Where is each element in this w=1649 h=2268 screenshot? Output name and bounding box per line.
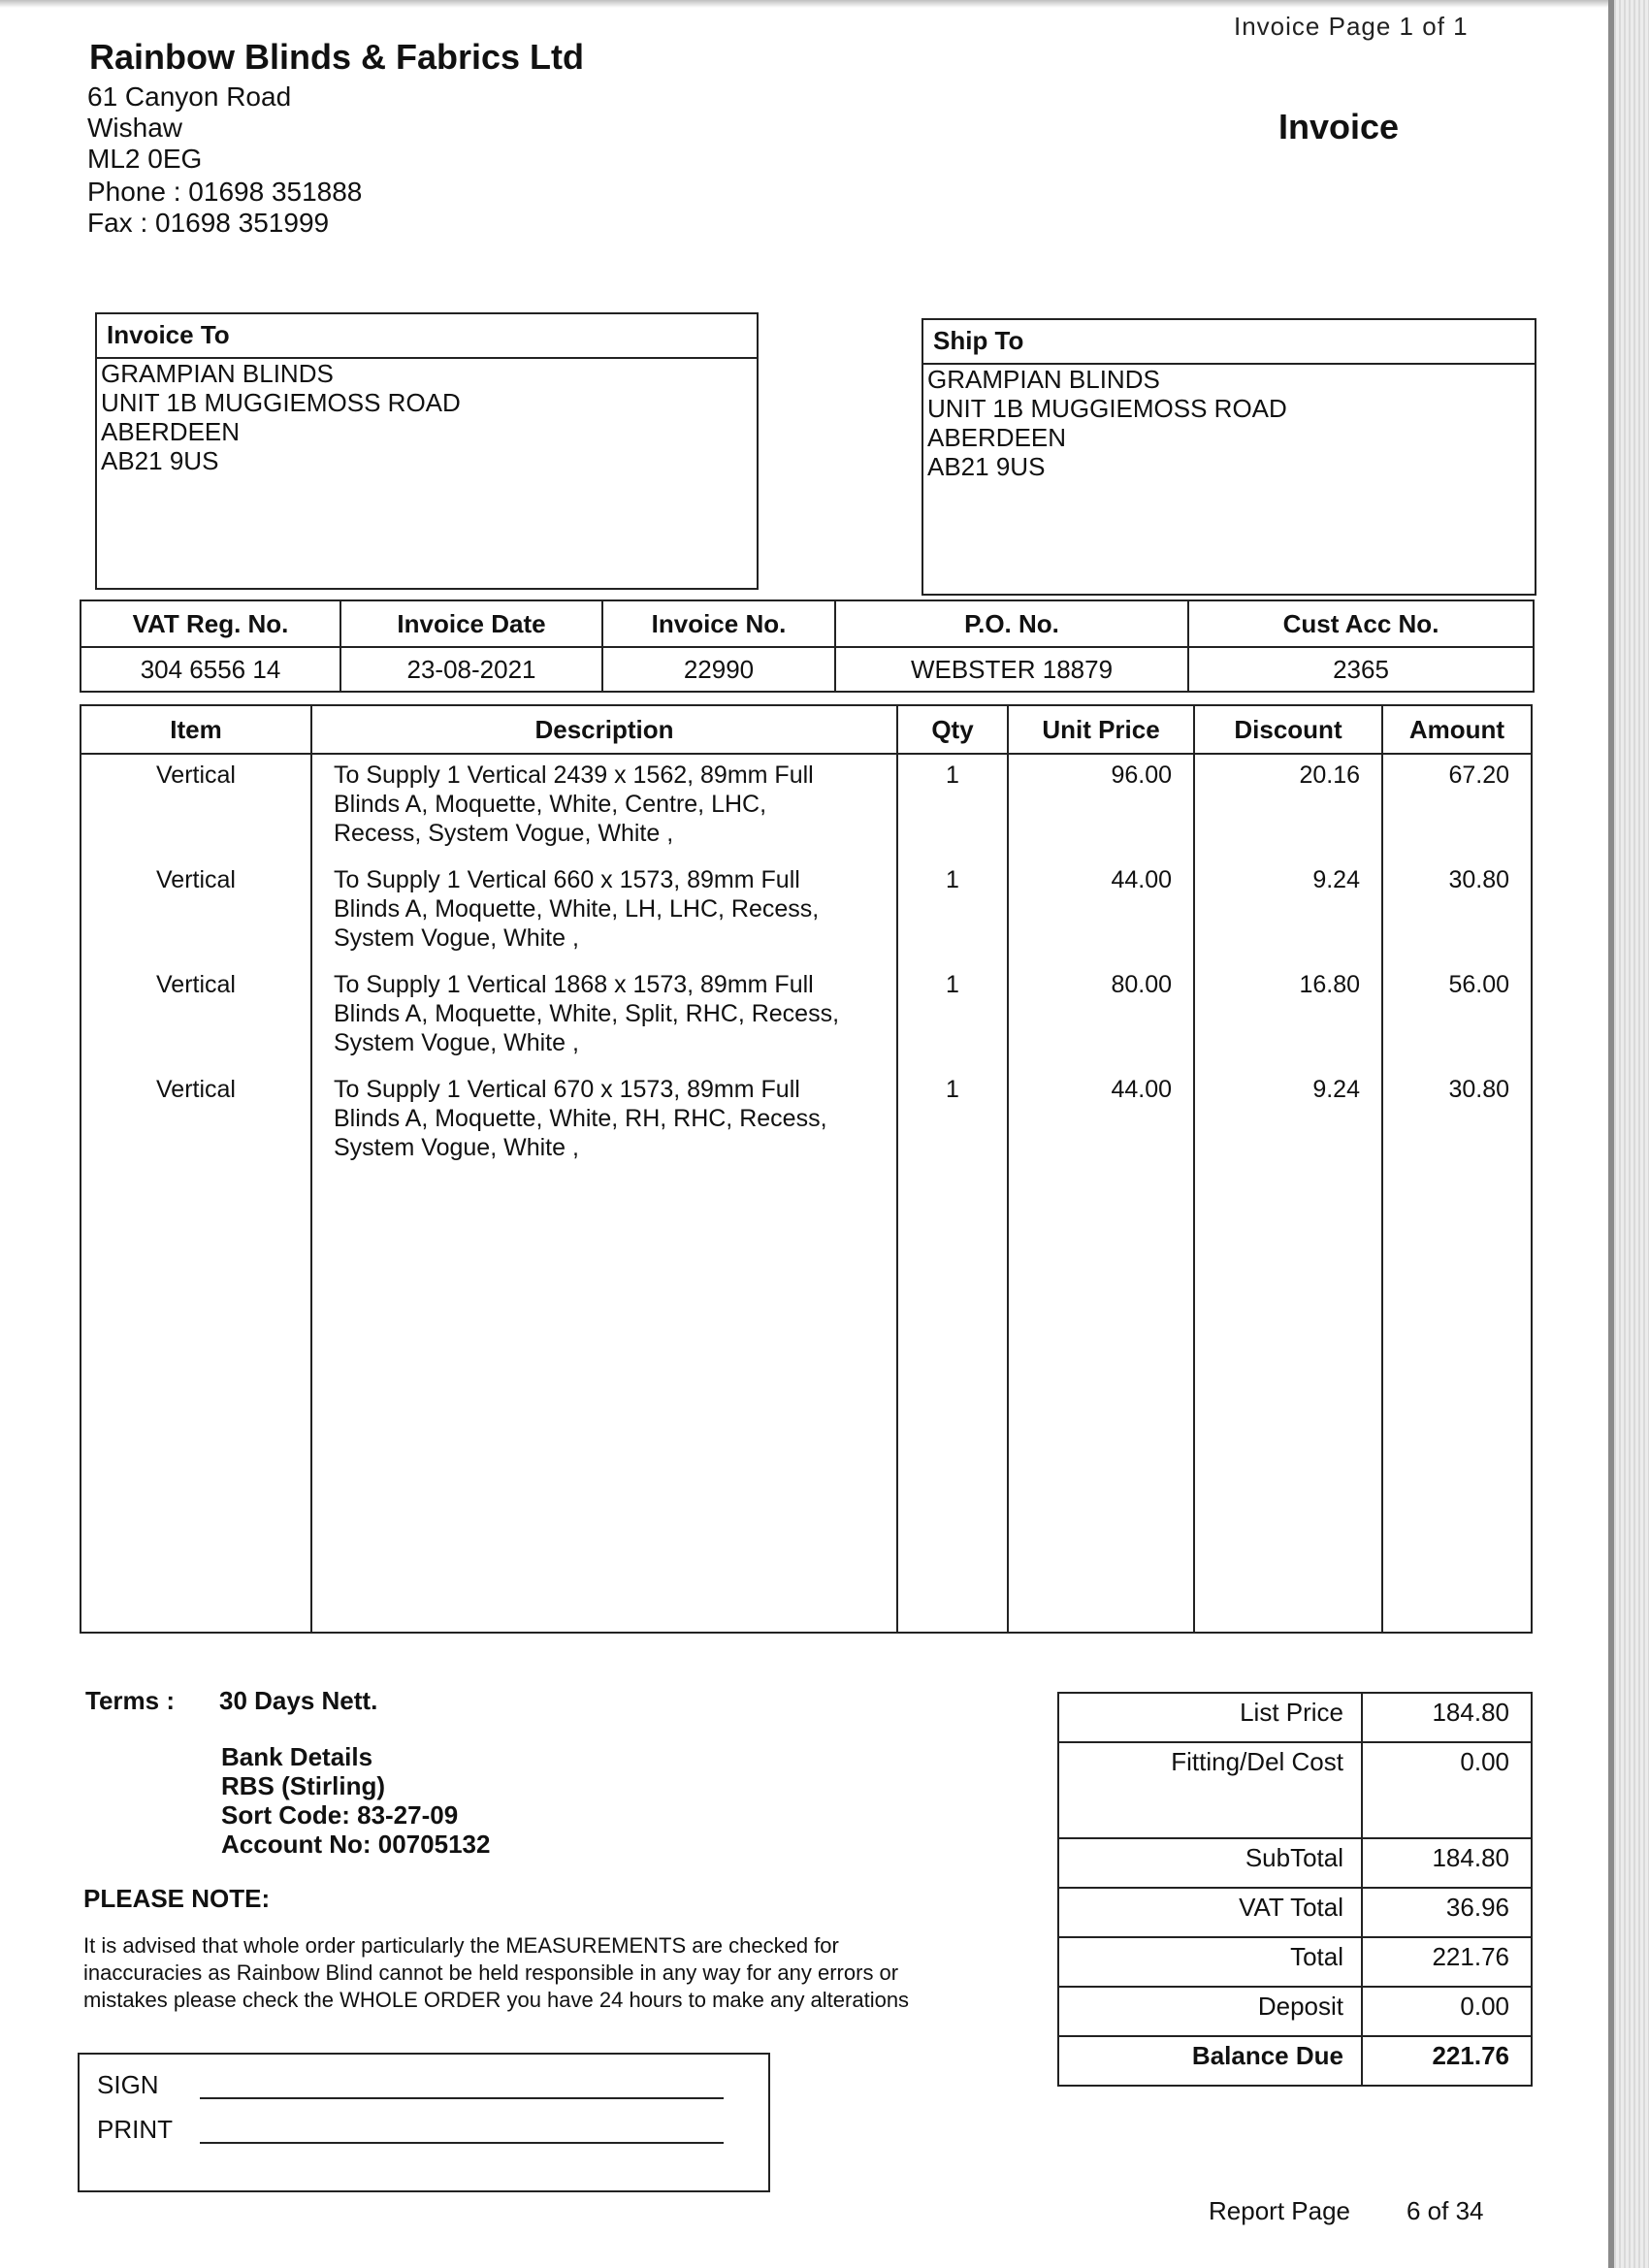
invoice-date-header: Invoice Date [340, 600, 602, 647]
balance-due-label: Balance Due [1058, 2036, 1362, 2086]
vat-reg-value: 304 6556 14 [81, 647, 340, 692]
invoice-to-line: AB21 9US [101, 446, 219, 475]
item-cell: Vertical [81, 859, 311, 964]
item-cell: Vertical [81, 1069, 311, 1174]
description-line: Blinds A, Moquette, White, Centre, LHC, [334, 791, 767, 818]
invoice-no-header: Invoice No. [602, 600, 835, 647]
discount-header: Discount [1194, 705, 1382, 754]
description-line: System Vogue, White , [334, 1134, 579, 1161]
qty-cell: 1 [897, 859, 1008, 964]
bank-details-heading: Bank Details [221, 1742, 373, 1771]
invoice-no-value: 22990 [602, 647, 835, 692]
list-price-label: List Price [1058, 1693, 1362, 1742]
list-price-value: 184.80 [1362, 1693, 1532, 1742]
invoice-info-table [80, 599, 1535, 693]
company-address-line: ML2 0EG [87, 144, 203, 174]
note-line: inaccuracies as Rainbow Blind cannot be held responsible in any way for any errors or [83, 1960, 899, 1985]
table-filler-row [81, 1174, 1532, 1633]
report-page-label: Report Page [1209, 2196, 1350, 2225]
discount-cell: 9.24 [1194, 859, 1382, 964]
item-cell: Vertical [81, 964, 311, 1069]
cust-acc-header: Cust Acc No. [1188, 600, 1534, 647]
discount-cell: 9.24 [1194, 1069, 1382, 1174]
invoice-to-line: UNIT 1B MUGGIEMOSS ROAD [101, 388, 461, 417]
sign-label: SIGN [97, 2070, 159, 2099]
table-row [81, 964, 1532, 1069]
description-line: To Supply 1 Vertical 2439 x 1562, 89mm Full [334, 761, 814, 789]
please-note-text [83, 1932, 1034, 2014]
bank-sort-code: Sort Code: 83-27-09 [221, 1800, 459, 1830]
invoice-date-value: 23-08-2021 [340, 647, 602, 692]
bank-name: RBS (Stirling) [221, 1771, 385, 1800]
unit-price-header: Unit Price [1008, 705, 1194, 754]
unit-price-cell: 80.00 [1008, 964, 1194, 1069]
description-line: Blinds A, Moquette, White, RH, RHC, Recess, [334, 1105, 827, 1132]
report-page-number: 6 of 34 [1406, 2196, 1484, 2225]
subtotal-value: 184.80 [1362, 1838, 1532, 1888]
amount-header: Amount [1382, 705, 1532, 754]
description-line: Blinds A, Moquette, White, LH, LHC, Recess, [334, 895, 820, 923]
document-title: Invoice [1278, 107, 1400, 146]
discount-cell: 20.16 [1194, 754, 1382, 859]
print-line[interactable] [200, 2142, 724, 2144]
qty-header: Qty [897, 705, 1008, 754]
description-line: To Supply 1 Vertical 660 x 1573, 89mm Full [334, 866, 800, 893]
line-items-table [80, 704, 1533, 1634]
totals-table [1057, 1692, 1533, 2087]
discount-cell: 16.80 [1194, 964, 1382, 1069]
terms-label: Terms : [85, 1686, 175, 1715]
company-address-line: Wishaw [87, 113, 183, 143]
description-line: To Supply 1 Vertical 670 x 1573, 89mm Full [334, 1076, 800, 1103]
note-line: mistakes please check the WHOLE ORDER you have 24 hours to make any alterations [83, 1988, 910, 2012]
qty-cell: 1 [897, 754, 1008, 859]
company-phone: Phone : 01698 351888 [87, 177, 363, 207]
company-fax: Fax : 01698 351999 [87, 208, 330, 238]
po-no-header: P.O. No. [835, 600, 1188, 647]
note-line: It is advised that whole order particularly the MEASUREMENTS are checked for [83, 1933, 839, 1958]
description-cell [311, 754, 897, 859]
total-label: Total [1058, 1937, 1362, 1987]
company-address-line: 61 Canyon Road [87, 81, 292, 112]
vat-reg-header: VAT Reg. No. [81, 600, 340, 647]
invoice-to-line: GRAMPIAN BLINDS [101, 359, 334, 388]
table-row [81, 1069, 1532, 1174]
sign-line[interactable] [200, 2097, 724, 2099]
description-cell [311, 964, 897, 1069]
amount-cell: 67.20 [1382, 754, 1532, 859]
description-line: System Vogue, White , [334, 924, 579, 952]
qty-cell: 1 [897, 1069, 1008, 1174]
vat-total-label: VAT Total [1058, 1888, 1362, 1937]
ship-to-line: ABERDEEN [927, 423, 1067, 452]
total-value: 221.76 [1362, 1937, 1532, 1987]
vat-total-value: 36.96 [1362, 1888, 1532, 1937]
description-line: Blinds A, Moquette, White, Split, RHC, Recess, [334, 1000, 840, 1027]
invoice-to-label: Invoice To [97, 314, 757, 359]
description-line: System Vogue, White , [334, 1029, 579, 1056]
amount-cell: 30.80 [1382, 859, 1532, 964]
description-header: Description [311, 705, 897, 754]
fitting-cost-value: 0.00 [1362, 1742, 1532, 1838]
deposit-label: Deposit [1058, 1987, 1362, 2036]
table-row [81, 859, 1532, 964]
invoice-page-indicator: Invoice Page 1 of 1 [1234, 12, 1469, 41]
bank-account-no: Account No: 00705132 [221, 1830, 491, 1859]
qty-cell: 1 [897, 964, 1008, 1069]
amount-cell: 56.00 [1382, 964, 1532, 1069]
unit-price-cell: 96.00 [1008, 754, 1194, 859]
description-line: Recess, System Vogue, White , [334, 820, 674, 847]
invoice-to-box [95, 312, 759, 590]
po-no-value: WEBSTER 18879 [835, 647, 1188, 692]
scan-top-edge [0, 0, 1610, 8]
cust-acc-value: 2365 [1188, 647, 1534, 692]
company-name: Rainbow Blinds & Fabrics Ltd [89, 37, 585, 77]
invoice-to-line: ABERDEEN [101, 417, 241, 446]
table-row [81, 754, 1532, 859]
unit-price-cell: 44.00 [1008, 859, 1194, 964]
signature-box [78, 2053, 770, 2192]
terms-value: 30 Days Nett. [219, 1686, 378, 1715]
please-note-heading: PLEASE NOTE: [83, 1884, 271, 1913]
ship-to-line: GRAMPIAN BLINDS [927, 365, 1160, 394]
item-cell: Vertical [81, 754, 311, 859]
ship-to-label: Ship To [923, 320, 1535, 365]
scan-right-edge [1614, 0, 1649, 2268]
ship-to-line: UNIT 1B MUGGIEMOSS ROAD [927, 394, 1287, 423]
ship-to-box [922, 318, 1536, 596]
description-cell [311, 859, 897, 964]
unit-price-cell: 44.00 [1008, 1069, 1194, 1174]
deposit-value: 0.00 [1362, 1987, 1532, 2036]
description-cell [311, 1069, 897, 1174]
ship-to-line: AB21 9US [927, 452, 1046, 481]
fitting-cost-label: Fitting/Del Cost [1058, 1742, 1362, 1838]
subtotal-label: SubTotal [1058, 1838, 1362, 1888]
description-line: To Supply 1 Vertical 1868 x 1573, 89mm Full [334, 971, 814, 998]
print-label: PRINT [97, 2115, 173, 2144]
item-header: Item [81, 705, 311, 754]
amount-cell: 30.80 [1382, 1069, 1532, 1174]
balance-due-value: 221.76 [1362, 2036, 1532, 2086]
